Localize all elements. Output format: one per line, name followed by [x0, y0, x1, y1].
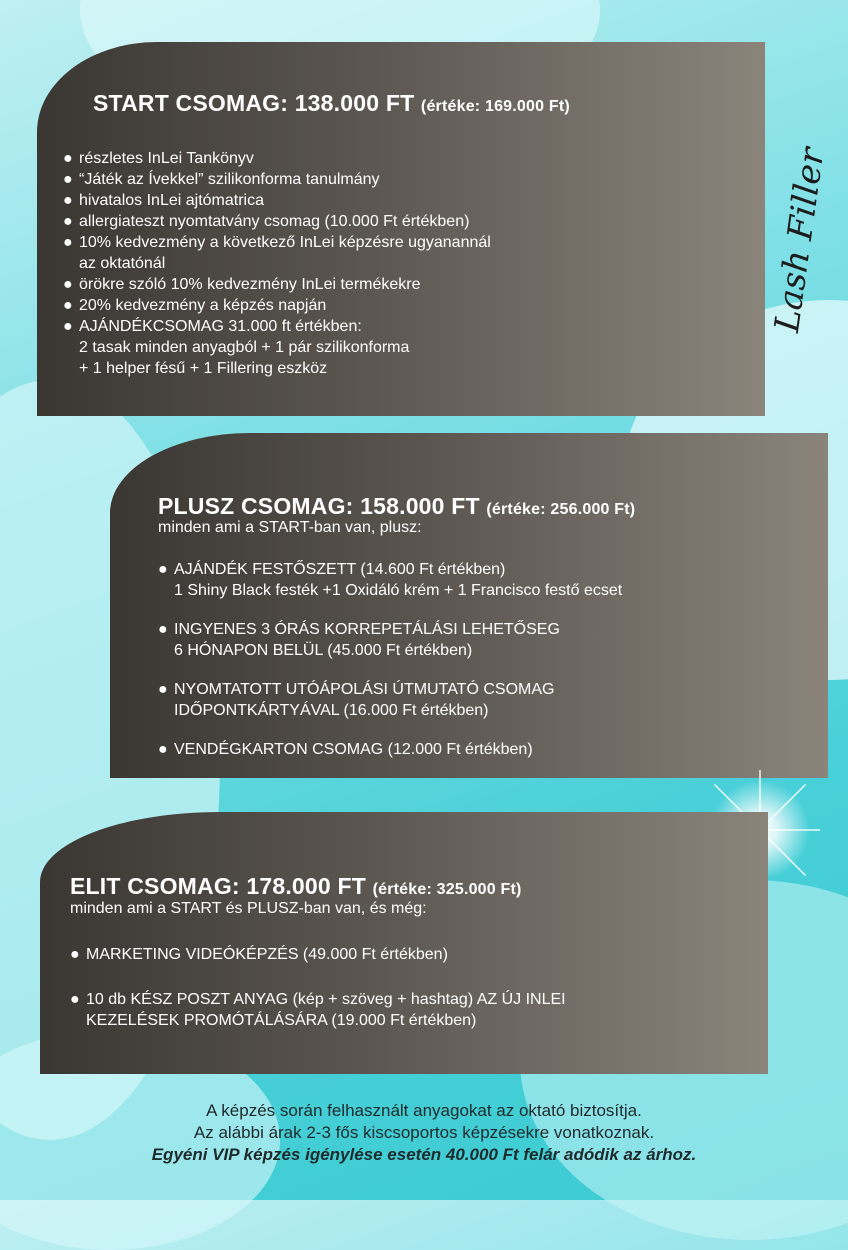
list-item: [63, 190, 743, 211]
list-item-text: örökre szóló 10% kedvezmény InLei termékekre: [79, 276, 421, 293]
start-package-value: (értéke: 169.000 Ft): [420, 98, 570, 115]
list-item: [70, 944, 750, 965]
list-item: [70, 989, 750, 1031]
bullet-icon: ●: [63, 150, 73, 167]
footer-notes: [0, 1100, 848, 1166]
list-item-text: allergiateszt nyomtatvány csomag (10.000 Ft értékben): [79, 213, 470, 230]
footer-vip-note: Egyéni VIP képzés igénylése esetén 40.000 Ft felár adódik az árhoz.: [151, 1145, 697, 1164]
bullet-icon: ●: [158, 681, 168, 698]
list-item-text: VENDÉGKARTON CSOMAG (12.000 Ft értékben): [174, 741, 533, 758]
bullet-icon: ●: [63, 192, 73, 209]
elit-package-list: [70, 944, 750, 1055]
start-package-list: [63, 148, 743, 379]
list-item: [63, 232, 743, 274]
list-item-text: 20% kedvezmény a képzés napján: [79, 297, 327, 314]
bullet-icon: ●: [63, 318, 73, 335]
list-item-text: 10% kedvezmény a következő InLei képzésre ugyanannál az oktatónál: [79, 234, 491, 272]
plusz-package-list: [158, 559, 818, 778]
bullet-icon: ●: [63, 234, 73, 251]
bullet-icon: ●: [63, 276, 73, 293]
bullet-icon: ●: [63, 213, 73, 230]
elit-package-price: ELIT CSOMAG: 178.000 FT: [70, 873, 366, 899]
elit-package-title: [70, 873, 522, 900]
plusz-package-subtitle: minden ami a START-ban van, plusz:: [158, 519, 422, 536]
bullet-icon: ●: [158, 741, 168, 758]
list-item: [63, 211, 743, 232]
list-item: [158, 739, 818, 760]
list-item-text: 10 db KÉSZ POSZT ANYAG (kép + szöveg + hashtag) AZ ÚJ INLEI KEZELÉSEK PROMÓTÁLÁSÁRA (19.000 Ft értékben): [86, 991, 566, 1029]
bullet-icon: ●: [70, 991, 80, 1008]
elit-package-card: [40, 812, 768, 1074]
footer-line: A képzés során felhasznált anyagokat az oktató biztosítja.: [206, 1101, 642, 1120]
bullet-icon: ●: [70, 946, 80, 963]
start-package-title: [93, 90, 570, 117]
bullet-icon: ●: [158, 561, 168, 578]
plusz-package-price: PLUSZ CSOMAG: 158.000 FT: [158, 493, 480, 519]
list-item-text: NYOMTATOTT UTÓÁPOLÁSI ÚTMUTATÓ CSOMAG IDŐPONTKÁRTYÁVAL (16.000 Ft értékben): [174, 681, 555, 719]
list-item-text: AJÁNDÉKCSOMAG 31.000 ft értékben: 2 tasak minden anyagból + 1 pár szilikonforma + 1 helper fésű + 1 Fillering eszköz: [79, 318, 410, 377]
bullet-icon: ●: [63, 297, 73, 314]
list-item: [63, 295, 743, 316]
list-item: [158, 619, 818, 661]
list-item-text: INGYENES 3 ÓRÁS KORREPETÁLÁSI LEHETŐSEG 6 HÓNAPON BELÜL (45.000 Ft értékben): [174, 621, 560, 659]
list-item-text: MARKETING VIDEÓKÉPZÉS (49.000 Ft értékben): [86, 946, 448, 963]
list-item: [63, 274, 743, 295]
list-item: [158, 679, 818, 721]
bullet-icon: ●: [158, 621, 168, 638]
list-item: [63, 169, 743, 190]
signature-text: Lash Filler: [767, 145, 833, 335]
list-item-text: hivatalos InLei ajtómatrica: [79, 192, 264, 209]
list-item-text: részletes InLei Tankönyv: [79, 150, 254, 167]
list-item-text: “Játék az Ívekkel” szilikonforma tanulmány: [79, 171, 380, 188]
plusz-package-title: [158, 493, 635, 520]
elit-package-subtitle: minden ami a START és PLUSZ-ban van, és még:: [70, 900, 427, 917]
list-item-text: AJÁNDÉK FESTŐSZETT (14.600 Ft értékben) 1 Shiny Black festék +1 Oxidáló krém + 1 Francisco festő ecset: [174, 561, 623, 599]
list-item: [63, 316, 743, 379]
lash-filler-signature: [765, 120, 835, 360]
elit-package-value: (értéke: 325.000 Ft): [372, 881, 522, 898]
plusz-package-card: [110, 433, 828, 778]
start-package-price: START CSOMAG: 138.000 FT: [93, 90, 415, 116]
list-item: [63, 148, 743, 169]
start-package-card: [37, 42, 765, 416]
bullet-icon: ●: [63, 171, 73, 188]
list-item: [158, 559, 818, 601]
plusz-package-value: (értéke: 256.000 Ft): [486, 501, 636, 518]
footer-line: Az alábbi árak 2-3 fős kiscsoportos képzésekre vonatkoznak.: [193, 1123, 655, 1142]
